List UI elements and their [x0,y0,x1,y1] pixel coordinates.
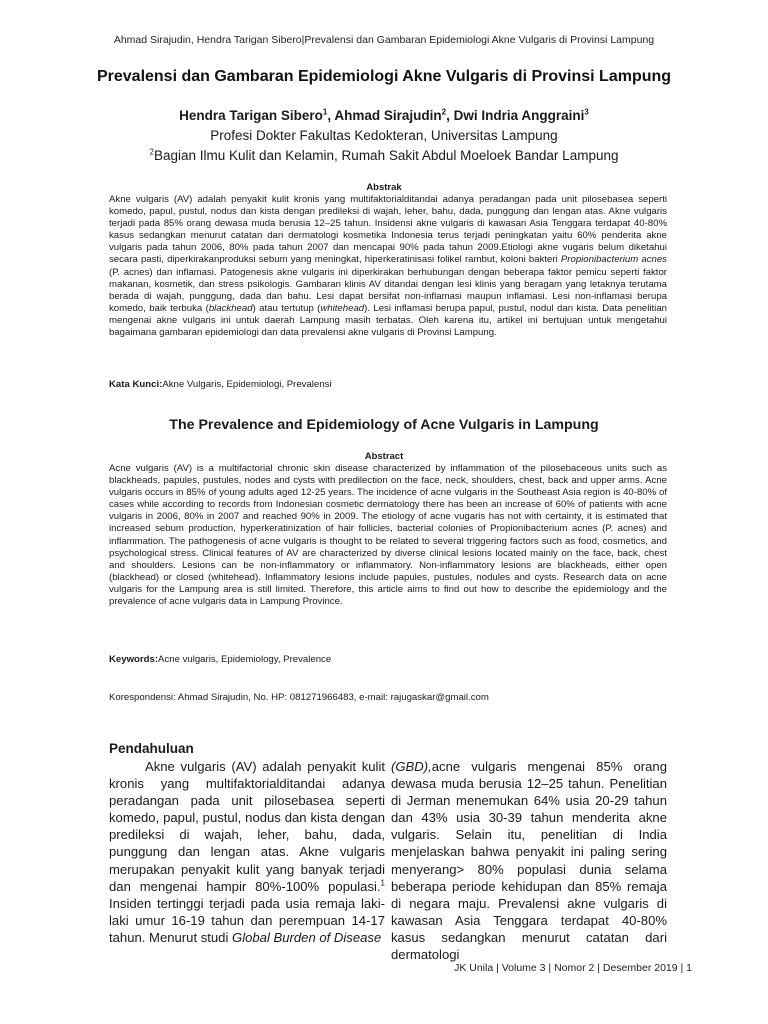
body-column-right [391,758,667,963]
author-separator: , [446,108,454,123]
abstract-text: Akne vulgaris (AV) adalah penyakit kulit kronis yang multifaktorialditandai adanya peradangan pada unit pilosebasea seperti komedo, papul, pustul, nodus dan kista dengan predileksi di wajah, leher, bahu, dada, punggung dan lengan atas. Akne vulgaris terjadi pada 85% orang dewasa muda berusia 12–25 tahun. Insidensi akne vulgaris di kawasan Asia Tenggara terdapat 40-80% kasus sedangkan menurut catatan dari dermatologi kosmetika Indonesia terus terjadi peningkatan yaitu 60% penderita akne vulgaris pada tahun 2006, 80% pada tahun 2007 dan mencapai 90% pada tahun 2009.Etiologi akne vugaris belum diketahui secara pasti, diperkirakanproduksi sebum yang meningkat, hiperkeratinisasi folikel rambut, koloni bakteri [109,194,667,266]
section-heading: Pendahuluan [109,741,194,756]
running-header: Ahmad Sirajudin, Hendra Tarigan Sibero|Prevalensi dan Gambaran Epidemiologi Akne Vulgaris di Provinsi Lampung [113,34,655,46]
author-name: Dwi Indria Anggraini [453,108,585,123]
body-text: Akne vulgaris (AV) adalah penyakit kulit kronis yang multifaktorialditandai adanya peradangan pada unit pilosebasea seperti komedo, papul, pustul, nodus dan kista dengan predileksi di wajah, leher, bahu, dada, punggung dan lengan atas. Akne vulgaris merupakan penyakit kulit yang banyak terjadi dan mengenai hampir 80%-100% populasi. [109,759,385,894]
affiliation-1: Profesi Dokter Fakultas Kedokteran, Universitas Lampung [210,128,558,143]
english-title: The Prevalence and Epidemiology of Acne Vulgaris in Lampung [169,417,599,433]
body-paragraph [391,758,667,963]
keywords-value: Akne Vulgaris, Epidemiologi, Prevalensi [162,379,332,390]
term-italic: whitehead [320,302,365,314]
keywords-label: Keywords: [109,654,159,665]
affiliation-text: Bagian Ilmu Kulit dan Kelamin, Rumah Sakit Abdul Moeloek Bandar Lampung [153,148,619,163]
keywords-en [109,654,667,665]
abstract-text: (P. acnes) dan inflamasi. Patogenesis akne vulgaris ini diperkirakan berhubungan dengan beberapa faktor pemicu seperti faktor makanan, kosmetik, dan stress psikologis. Gambaran klinis AV ditandai dengan lesi klinis yang beragam yang letaknya terutama berada di wajah, punggung, dada dan bahu. Lesi dapat bersifat non-inflamasi maupun inflamasi. Lesi non-inflamasi berupa komedo, baik terbuka ( [109,266,667,314]
author-separator: , [327,108,335,123]
paper-title: Prevalensi dan Gambaran Epidemiologi Akne Vulgaris di Provinsi Lampung [96,68,672,85]
affiliation-2 [0,148,768,163]
abstract-text: ) atau tertutup ( [252,302,321,314]
page-footer: JK Unila | Volume 3 | Nomor 2 | Desember 2019 | 1 [454,962,692,974]
keywords-label: Kata Kunci: [109,379,163,390]
abstract-text: ). Lesi inflamasi berupa papul, pustul, nodul dan kista. Data penelitian mengenai akne vulgaris ini untuk daerah Lampung masih terbatas. Oleh karena itu, artikel ini bertujuan untuk mengetahui bagaimana gambaran epidemiologi dan data prevalensi akne vulgaris di Provinsi Lampung. [109,302,667,339]
correspondence: Korespondensi: Ahmad Sirajudin, No. HP: 081271966483, e-mail: rajugaskar@gmail.com [109,692,489,703]
keywords-value: Acne vulgaris, Epidemiology, Prevalence [158,654,332,665]
author-list [0,108,768,123]
term-italic: blackhead [208,302,253,314]
study-abbrev: (GBD), [391,759,432,774]
affiliation-marker: 2 [441,107,447,117]
affiliation-marker: 3 [584,107,589,117]
body-text: Insiden tertinggi terjadi pada usia remaja laki-laki umur 16-19 tahun dan perempuan 14-17 tahun. Menurut studi [109,895,385,945]
abstract-heading-en: Abstract [364,451,404,462]
author-name: Hendra Tarigan Sibero [179,108,323,123]
affiliation-marker: 1 [322,107,328,117]
body-text: acne vulgaris mengenai 85% orang dewasa muda berusia 12–25 tahun. Penelitian di Jerman menemukan 64% usia 20-29 tahun dan 43% usia 30-39 tahun menderita akne vulgaris. Selain itu, penelitian di India menjelaskan bahwa penyakit ini paling sering menyerang> 80% populasi dunia selama beberapa periode kehidupan dan 85% remaja di negara maju. Prevalensi akne vulgaris di kawasan Asia Tenggara terdapat 40-80% kasus sedangkan menurut catatan dari dermatologi [391,759,667,963]
abstract-body-id [109,194,667,339]
citation-marker: 1 [380,878,385,888]
author-name: Ahmad Sirajudin [334,108,442,123]
abstract-body-en: Acne vulgaris (AV) is a multifactorial chronic skin disease characterized by inflammation of the pilosebaceous units such as blackheads, papules, pustules, nodes and cysts with predilection on the face, neck, shoulders, chest, back and upper arms. Acne vulgaris occurs in 85% of young adults aged 12-25 years. The incidence of acne vulgaris in the Southeast Asia region is 40-80% of cases while according to records from Indonesian cosmetic dermatology there has been an increase of 60% of patients with acne vulgaris in 2006, 80% in 2007 and reached 90% in 2009. The etiology of acne vugaris has not with certainty, it is estimated that increased sebum production, hyperkeratinization of hair follicles, bacterial colonies of Propionibacterium acnes (P. acnes) and inflammation. The pathogenesis of acne vulgaris is thought to be related to several triggering factors such as food, cosmetics, and psychological stress. Clinical features of AV are characterized by diverse clinical lesions located mainly on the face, back, chest and shoulders. Lesions can be non-inflammatory or inflammatory. Non-inflammatory lesions are blackheads, either open (blackhead) or closed (whitehead). Inflammatory lesions include papules, pustules, nodules and cysts. Research data on acne vulgaris for the Lampung area is still limited. Therefore, this article aims to find out how to describe the epidemiology and the prevalence of acne vulgaris data in Lampung Province. [109,463,667,608]
keywords-id [109,379,667,390]
body-paragraph [109,758,385,946]
abstract-heading-id: Abstrak [366,182,402,193]
species-name: Propionibacterium acnes [560,254,667,266]
affiliation-marker: 2 [149,147,154,157]
study-name: Global Burden of Disease [232,929,382,945]
body-column-left [109,758,385,946]
